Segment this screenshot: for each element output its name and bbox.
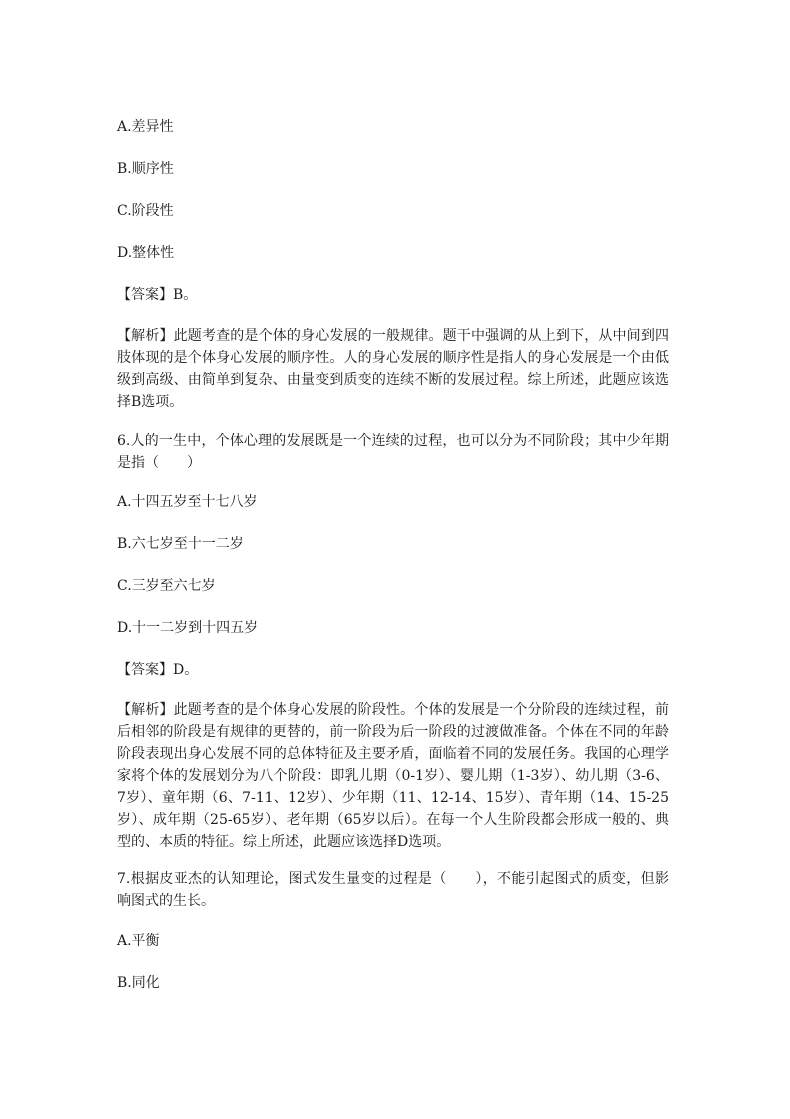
q7-option-b: B.同化 [117, 975, 160, 991]
q5-answer: 【答案】B。 [117, 287, 198, 303]
q6-stem: 6.人的一生中，个体心理的发展既是一个连续的过程，也可以分为不同阶段；其中少年期是指（ ） [117, 433, 669, 471]
q5-analysis: 【解析】此题考查的是个体的身心发展的一般规律。题干中强调的从上到下，从中间到四肢体现的是个体身心发展的顺序性。人的身心发展的顺序性是指人的身心发展是一个由低级到高级、由简单到复杂、由量变到质变的连续不断的发展过程。综上所述，此题应该选择B选项。 [117, 328, 669, 410]
q6-option-b: B.六七岁至十一二岁 [117, 536, 244, 552]
q5-option-b: B.顺序性 [117, 161, 174, 177]
q6-answer: 【答案】D。 [117, 662, 199, 678]
q6-option-a: A.十四五岁至十七八岁 [117, 494, 258, 510]
q6-option-d: D.十一二岁到十四五岁 [117, 620, 259, 636]
q5-option-a: A.差异性 [117, 119, 174, 135]
q7-option-a: A.平衡 [117, 933, 160, 949]
q5-option-d: D.整体性 [117, 245, 175, 261]
q7-stem: 7.根据皮亚杰的认知理论，图式发生量变的过程是（ ），不能引起图式的质变，但影响图式的生长。 [117, 871, 669, 909]
q6-option-c: C.三岁至六七岁 [117, 578, 216, 594]
q5-option-c: C.阶段性 [117, 203, 174, 219]
q6-analysis: 【解析】此题考查的是个体身心发展的阶段性。个体的发展是一个分阶段的连续过程，前后相邻的阶段是有规律的更替的，前一阶段为后一阶段的过渡做准备。个体在不同的年龄阶段表现出身心发展不同的总体特征及主要矛盾，面临着不同的发展任务。我国的心理学家将个体的发展划分为八个阶段：即乳儿期（0-1岁）、婴儿期（1-3岁）、幼儿期（3-6、7岁）、童年期（6、7-11、12岁）、少年期（11、12-14、15岁）、青年期（14、15-25岁）、成年期（25-65岁）、老年期（65岁以后）。在每一个人生阶段都会形成一般的、典型的、本质的特征。综上所述，此题应该选择D选项。 [117, 702, 669, 850]
